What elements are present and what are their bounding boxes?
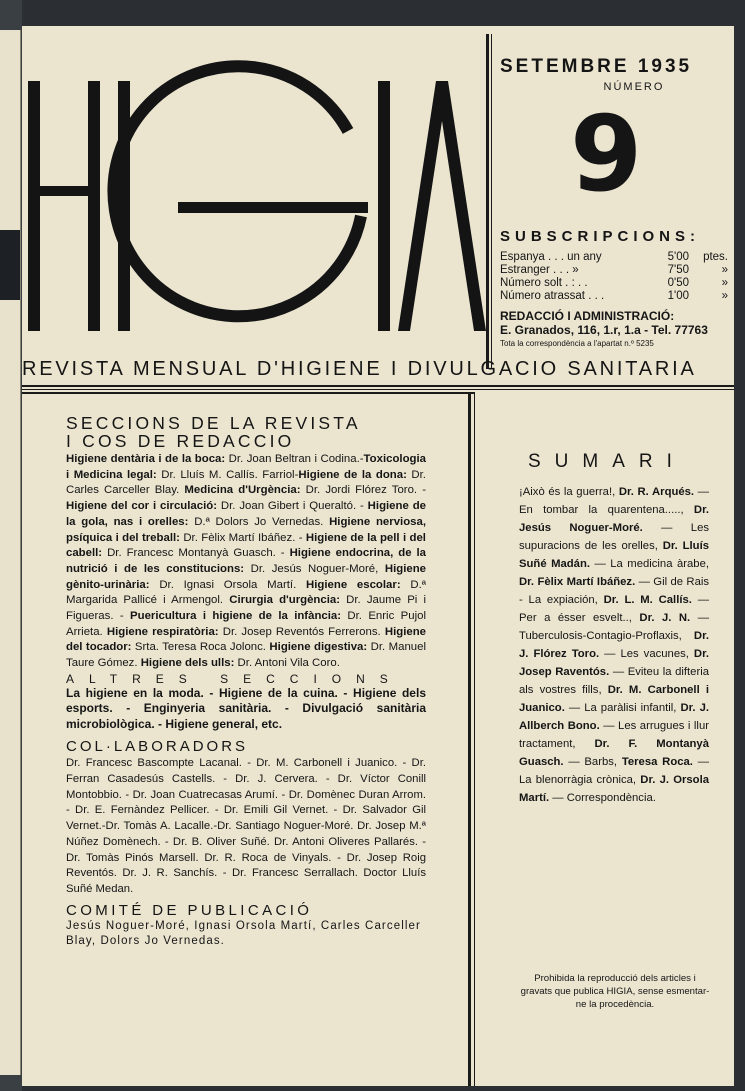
committee-text: Jesús Noguer-Moré, Ignasi Orsola Martí, Carles Carceller Blay, Dolors Jo Vernedas. [66, 919, 421, 947]
summary-heading: SUMARI [528, 451, 686, 472]
section-editor: Dr. Francesc Montanyà Guasch. - [102, 547, 290, 560]
subscriptions-heading: SUBSCRIPCIONS: [500, 228, 701, 245]
horizontal-rule [22, 385, 734, 387]
section-topic: Higiene respiratòria: [106, 625, 219, 638]
section-editor: Dr. Carles Carceller Blay. [66, 468, 426, 497]
administration-heading: REDACCIÓ I ADMINISTRACIÓ: [500, 309, 675, 323]
summary-article-title: — La blenorràgia crònica, [519, 756, 709, 786]
summary-list [519, 483, 709, 807]
summary-article-title: — Gil de Rais - La expiación, [519, 576, 710, 606]
committee-heading: COMITÉ DE PUBLICACIÓ [66, 901, 313, 919]
previous-page-shadow [0, 230, 20, 300]
summary-article-title: — En tombar la quarentena....., [519, 486, 709, 516]
box-right-border [474, 392, 475, 1086]
summary-article-title: — Les vacunes, [599, 648, 694, 660]
summary-article-title: — Correspondència. [549, 792, 656, 804]
section-editor: Dr. Jaume Pi i Figueras. - [66, 594, 427, 623]
section-editor: Dr. Lluís M. Callís. Farriol- [156, 468, 299, 481]
section-editor: Dr. Joan Beltran i Codina.- [225, 453, 364, 465]
reproduction-notice: Prohibida la reproducció dels articles i gravats que publica HIGIA, sense esmentar-ne la procedència. [520, 973, 710, 1010]
summary-article-author: Teresa Roca. [621, 756, 693, 768]
summary-article-author: Dr. R. Arqués. [618, 486, 695, 498]
section-topic: Higiene endocrina, de la nutrició i de les constitucions: [66, 547, 427, 575]
summary-article-author: Dr. Fèlix Martí Ibáñez. [519, 576, 636, 588]
summary-article-title: ¡Això és la guerra!, [519, 486, 619, 498]
section-topic: Higiene del tocador: [66, 625, 426, 654]
section-editor: Dr. Joan Gibert i Queraltó. - [217, 500, 368, 513]
administration-block [500, 309, 728, 351]
section-topic: Higiene de la gola, nas i orelles: [66, 500, 426, 528]
sections-heading: SECCIONS DE LA REVISTA [66, 413, 361, 433]
summary-article-title: — Eviteu la difteria als vostres fills, [519, 666, 709, 696]
section-topic: Higiene de la dona: [298, 468, 407, 481]
section-topic: Higiene digestiva: [269, 641, 368, 654]
magazine-cover [22, 26, 734, 1086]
sections-list [66, 452, 426, 672]
divider-line [491, 34, 492, 369]
issue-number-label: NÚMERO [603, 81, 665, 93]
section-topic: Higiene del cor i circulació: [66, 500, 218, 513]
section-editor: Dr. Jordi Flórez Toro. - [300, 484, 427, 497]
section-topic: Cirurgia d'urgència: [229, 594, 341, 607]
section-topic: Higiene de la pell i del cabell: [66, 531, 426, 560]
summary-article-author: Dr. L. M. Callís. [603, 594, 692, 606]
section-topic: Higiene dentària i de la boca: [66, 453, 226, 465]
summary-article-author: Dr. F. Montanyà Guasch. [519, 738, 709, 768]
section-editor: Dr. Josep Reventós Ferrerons. [218, 625, 385, 638]
issue-date: SETEMBRE 1935 [500, 56, 693, 77]
summary-article-title: — Les arrugues i llur tractament, [519, 720, 709, 750]
summary-article-author: Dr. J. N. [639, 612, 691, 624]
summary-article-title: — Tuberculosis-Contagio-Proflaxis, [519, 612, 709, 642]
section-editor: Srta. Teresa Roca Jolonc. [131, 641, 270, 654]
sections-content [66, 414, 426, 949]
section-topic: Higiene gènito-urinària: [66, 562, 426, 591]
sections-subheading: I COS DE REDACCIO [66, 431, 295, 451]
section-editor: D.ª Dolors Jo Vernedas. [188, 515, 330, 528]
summary-article-title: — Per a ésser esvelt.., [519, 594, 709, 624]
summary-article-author: Dr. J. Allberch Bono. [519, 702, 709, 732]
subscription-row: Espanya . . . un any 5'00 ptes. [500, 251, 728, 263]
administration-note: Tota la correspondència a l'apartat n.º 5235 [500, 339, 654, 348]
other-sections-heading: ALTRES SECCIONS [66, 671, 403, 686]
masthead-logo [26, 26, 486, 356]
section-topic: Puericultura i higiene de la infància: [130, 610, 342, 623]
section-topic: Medicina d'Urgència: [184, 484, 301, 497]
section-topic: Toxicologia i Medicina legal: [66, 453, 426, 481]
summary-article-author: Dr. M. Carbonell i Juanico. [519, 684, 709, 714]
section-topic: Higiene nerviosa, psíquica i del treball: [66, 515, 426, 544]
section-editor: Dr. Jesús Noguer-Moré, [244, 562, 385, 575]
section-topic: Higiene dels ulls: [140, 657, 235, 670]
section-editor: Dr. Fèlix Martí Ibáñez. - [179, 531, 306, 544]
summary-article-title: — La paràlisi infantil, [564, 702, 681, 714]
subscription-row: Número solt . : . . 0'50 » [500, 277, 728, 289]
subscription-row: Estranger . . . » 7'50 » [500, 264, 728, 276]
previous-page-edge [0, 30, 21, 1075]
section-editor: Dr. Ignasi Orsola Martí. [149, 578, 307, 591]
section-editor: Dr. Enric Pujol Arrieta. [66, 610, 426, 638]
summary-article-title: — Barbs, [563, 756, 622, 768]
other-sections-text: La higiene en la moda. - Higiene de la cuina. - Higiene dels esports. - Enginyeria sanitària. - Divulgació sanitària microbiològica. - Higiene general, etc. [66, 685, 426, 731]
section-topic: Higiene escolar: [306, 578, 401, 591]
section-editor: D.ª Margarida Pallicé i Armengol. [66, 578, 427, 607]
summary-article-title: — Les supuracions de les orelles, [519, 522, 709, 552]
magazine-tagline: REVISTA MENSUAL D'HIGIENE I DIVULGACIO SANITARIA [22, 358, 697, 380]
divider-line [486, 34, 489, 369]
section-editor: Dr. Manuel Taure Gómez. [66, 641, 426, 670]
higia-logo-graphic [26, 26, 486, 356]
summary-article-author: Dr. Jesús Noguer-Moré. [519, 504, 709, 534]
collaborators-heading: COL·LABORADORS [66, 738, 249, 756]
subscription-row: Número atrassat . . . 1'00 » [500, 290, 728, 302]
summary-article-author: Dr. J. Orsola Martí. [519, 774, 710, 804]
collaborators-text: Dr. Francesc Bascompte Lacanal. - Dr. M. Carbonell i Juanico. - Dr. Ferran Casadesús Castells. - Dr. J. Cervera. - Dr. Víctor Conill Montobbio. - Dr. Joan Cuatrecasas Arumí. - Dr. Domènec Duran Arrom. - Dr. E. Fernàndez Pellicer. - Dr. Emili Gil Vernet. - Dr. Salvador Gil Vernet.-Dr. Tomàs A. Lacalle.-Dr. Santiago Noguer-Moré. Dr. Josep M.ª Núñez Domènech. - Dr. B. Oliver Suñé. Dr. Antoni Oliveres Pallarés. - Dr. Tomàs Pinós Marsell. Dr. R. Roca de Vinyals. - Dr. Josep Roig Reventós. Dr. J. R. Sanchís. - Dr. Francesc Serrallach. Doctor Lluís Suñé Medan. [66, 757, 426, 895]
issue-info [500, 56, 728, 348]
horizontal-rule [22, 389, 734, 390]
summary-article-author: Dr. Josep Raventós. [519, 648, 709, 678]
subscriptions-table [500, 251, 728, 303]
issue-number: 9 [570, 93, 643, 215]
summary-article-author: Dr. J. Flórez Toro. [519, 630, 709, 660]
summary-article-author: Dr. Lluís Suñé Madán. [519, 540, 709, 570]
summary-article-title: — La medicina àrabe, [590, 558, 709, 570]
section-editor: Dr. Antoni Vila Coro. [234, 657, 340, 670]
administration-address: E. Granados, 116, 1.r, 1.a - Tel. 77763 [500, 323, 708, 337]
